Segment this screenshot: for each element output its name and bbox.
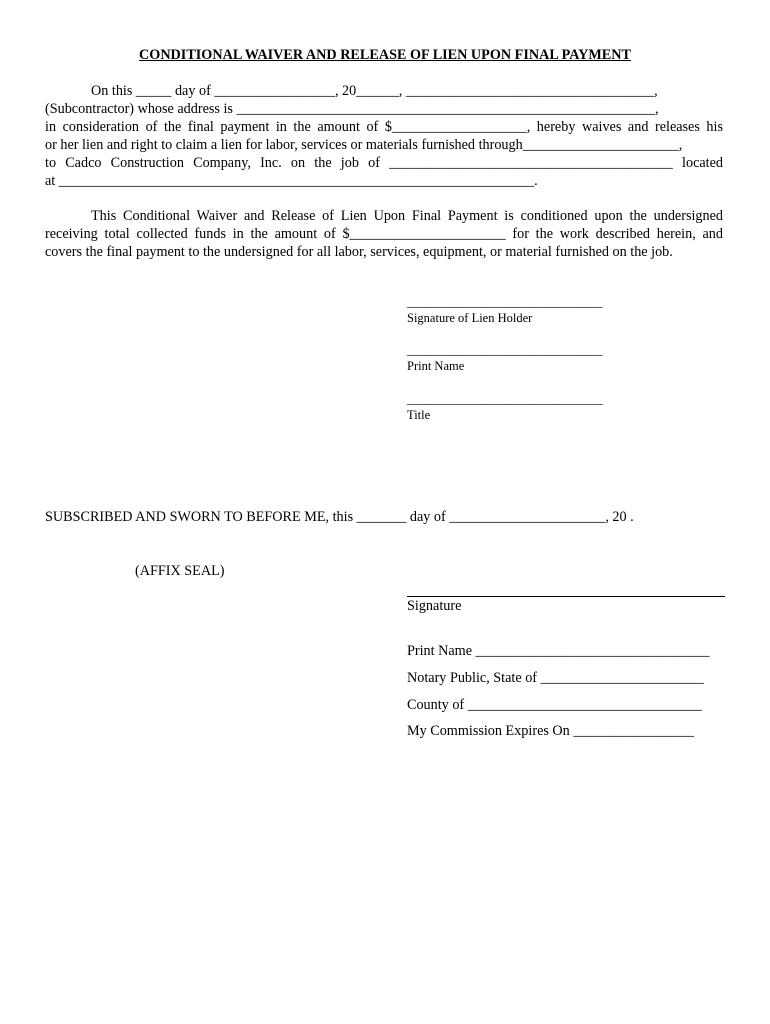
lien-holder-signature-block (407, 295, 647, 326)
title-line: ________________________________ (407, 391, 603, 406)
condition-line-3: covers the final payment to the undersigned for all labor, services, equipment, or material furnished on the job. (45, 244, 673, 260)
notary-county: County of _________________________________ (407, 697, 702, 713)
waiver-paragraph (45, 82, 723, 190)
notary-state: Notary Public, State of _______________________ (407, 670, 704, 686)
waiver-line-date: On this _____ day of _________________, 20______, ___________________________________, (91, 83, 658, 99)
lien-holder-signature-line: ________________________________ (407, 294, 603, 309)
print-name-line: ________________________________ (407, 342, 603, 357)
condition-paragraph (45, 207, 723, 261)
title-label: Title (407, 408, 431, 422)
waiver-line-address: (Subcontractor) whose address is ___________________________________________________________, (45, 101, 659, 117)
waiver-line-job: to Cadco Construction Company, Inc. on the job of ________________________________________ located (45, 155, 723, 171)
waiver-line-through: or her lien and right to claim a lien for labor, services or materials furnished through______________________, (45, 137, 683, 153)
print-name-label: Print Name (407, 359, 465, 373)
notary-commission-expires: My Commission Expires On _________________ (407, 723, 694, 739)
waiver-line-location: at ___________________________________________________________________. (45, 173, 538, 189)
waiver-line-amount: in consideration of the final payment in the amount of $___________________, hereby waives and releases his (45, 119, 723, 135)
lien-holder-signature-label: Signature of Lien Holder (407, 311, 533, 325)
document-title: CONDITIONAL WAIVER AND RELEASE OF LIEN UPON FINAL PAYMENT (139, 47, 631, 63)
notary-signature-line (407, 596, 725, 597)
condition-line-2: receiving total collected funds in the amount of $______________________ for the work described herein, and (45, 226, 723, 242)
print-name-block (407, 343, 647, 374)
title-block (407, 392, 647, 423)
notary-print-name: Print Name _________________________________ (407, 643, 710, 659)
subscribed-sworn-line: SUBSCRIBED AND SWORN TO BEFORE ME, this _______ day of ______________________, 20 . (45, 509, 634, 525)
condition-line-1: This Conditional Waiver and Release of Lien Upon Final Payment is conditioned upon the undersigned (91, 208, 723, 224)
notary-signature-label: Signature (407, 598, 462, 614)
affix-seal-label: (AFFIX SEAL) (135, 563, 225, 579)
